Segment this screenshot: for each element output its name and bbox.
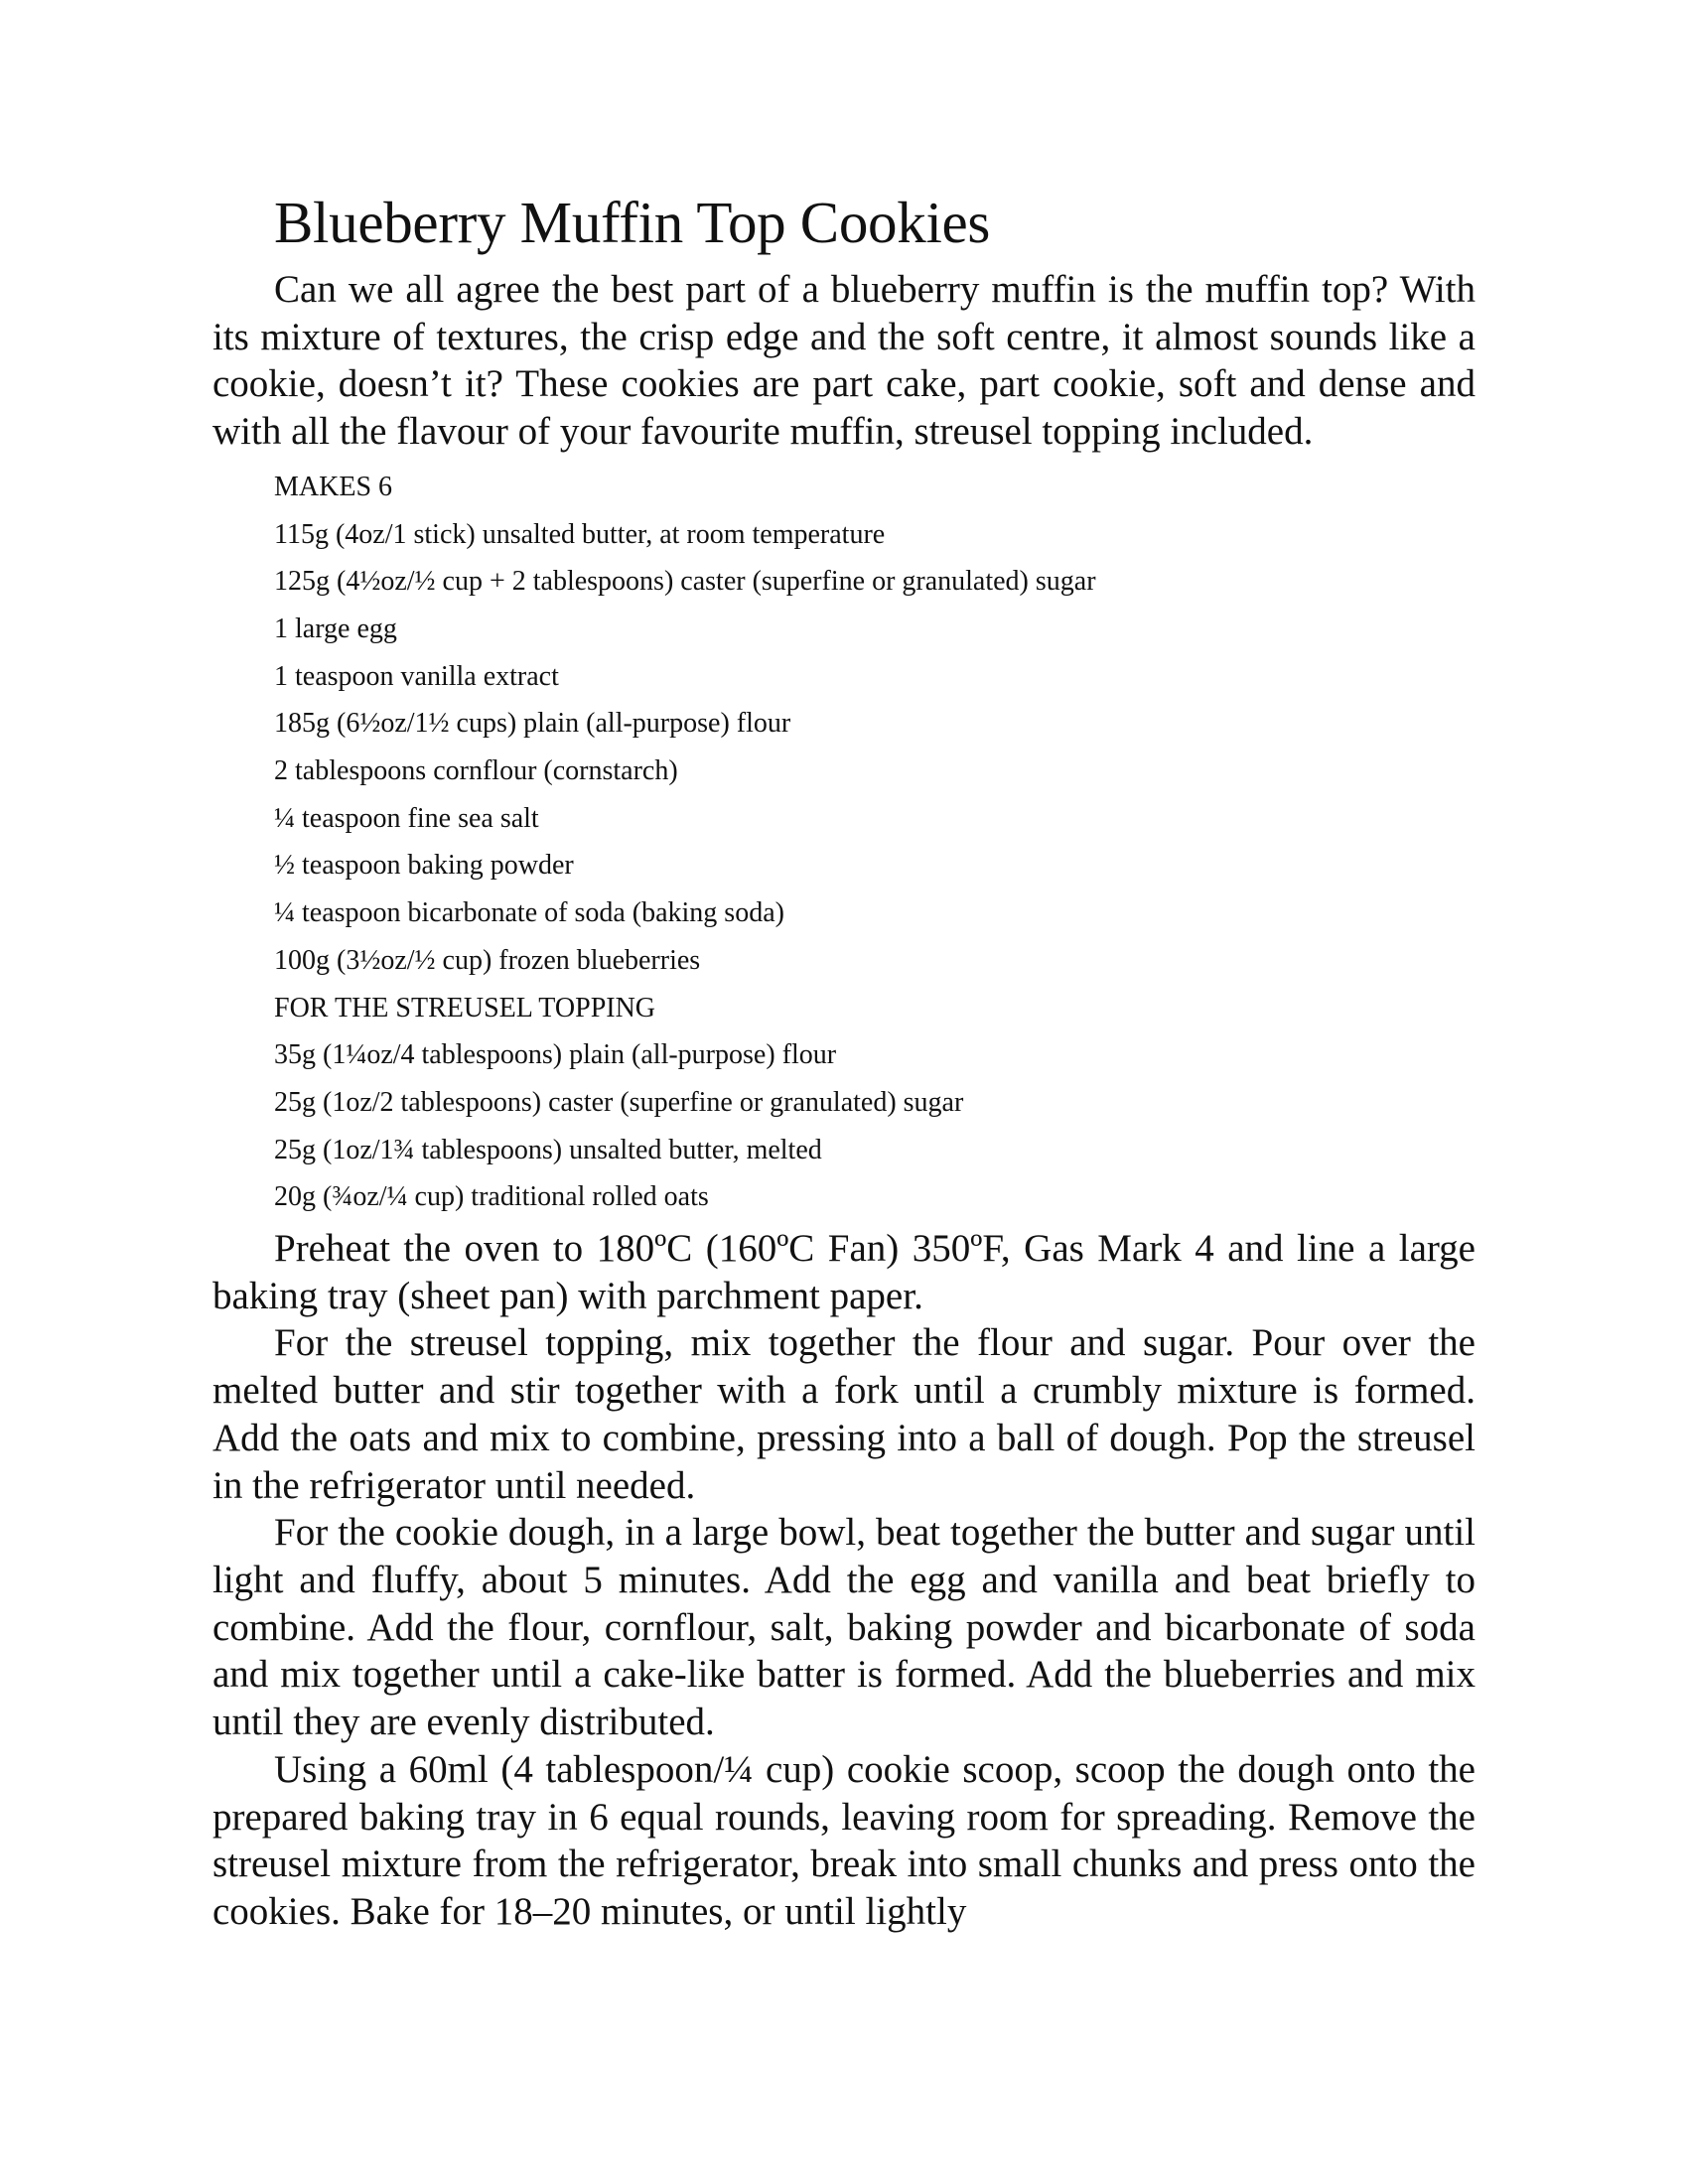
method-step: For the streusel topping, mix together the flour and sugar. Pour over the melted butter and stir together with a fork until a crumbly mixture is formed. Add the oats and mix to combine, pressing into a ball of dough. Pop the streusel in the refrigerator until needed. (212, 1321, 1476, 1507)
ingredient-item: 25g (1oz/2 tablespoons) caster (superfine or granulated) sugar (274, 1086, 964, 1118)
ingredient-item: 1 large egg (274, 613, 397, 644)
method-step: For the cookie dough, in a large bowl, beat together the butter and sugar until light and fluffy, about 5 minutes. Add the egg and vanilla and beat briefly to combine. Add the flour, cornflour, salt, baking powder and bicarbonate of soda and mix together until a cake-like batter is formed. Add the blueberries and mix until they are evenly distributed. (212, 1511, 1476, 1744)
ingredient-item: 35g (1¼oz/4 tablespoons) plain (all-purpose) flour (274, 1039, 837, 1071)
ingredient-item: ½ teaspoon baking powder (274, 850, 574, 882)
ingredient-list (274, 464, 1476, 1221)
recipe-title: Blueberry Muffin Top Cookies (274, 190, 991, 255)
method-steps (212, 1225, 1476, 1936)
streusel-heading: FOR THE STREUSEL TOPPING (274, 992, 656, 1024)
yield-label: MAKES 6 (274, 471, 393, 502)
ingredient-item: 1 teaspoon vanilla extract (274, 660, 559, 692)
ingredient-item: 25g (1oz/1¾ tablespoons) unsalted butter, melted (274, 1134, 822, 1165)
recipe-page (212, 190, 1476, 1936)
ingredient-item: ¼ teaspoon bicarbonate of soda (baking soda) (274, 897, 784, 929)
intro-paragraph: Can we all agree the best part of a blueberry muffin is the muffin top? With its mixture of textures, the crisp edge and the soft centre, it almost sounds like a cookie, doesn’t it? These cookies are part cake, part cookie, soft and dense and with all the flavour of your favourite muffin, streusel topping included. (212, 268, 1476, 454)
method-step: Using a 60ml (4 tablespoon/¼ cup) cookie scoop, scoop the dough onto the prepared baking tray in 6 equal rounds, leaving room for spreading. Remove the streusel mixture from the refrigerator, break into small chunks and press onto the cookies. Bake for 18–20 minutes, or until lightly (212, 1747, 1476, 1933)
ingredient-item: ¼ teaspoon fine sea salt (274, 802, 539, 834)
ingredient-item: 20g (¾oz/¼ cup) traditional rolled oats (274, 1181, 709, 1213)
method-step: Preheat the oven to 180ºC (160ºC Fan) 350ºF, Gas Mark 4 and line a large baking tray (sheet pan) with parchment paper. (212, 1227, 1476, 1317)
ingredient-item: 2 tablespoons cornflour (cornstarch) (274, 755, 678, 787)
ingredient-item: 100g (3½oz/½ cup) frozen blueberries (274, 944, 701, 976)
ingredient-item: 115g (4oz/1 stick) unsalted butter, at room temperature (274, 518, 886, 550)
ingredient-item: 125g (4½oz/½ cup + 2 tablespoons) caster (superfine or granulated) sugar (274, 566, 1096, 598)
ingredient-item: 185g (6½oz/1½ cups) plain (all-purpose) flour (274, 708, 791, 740)
